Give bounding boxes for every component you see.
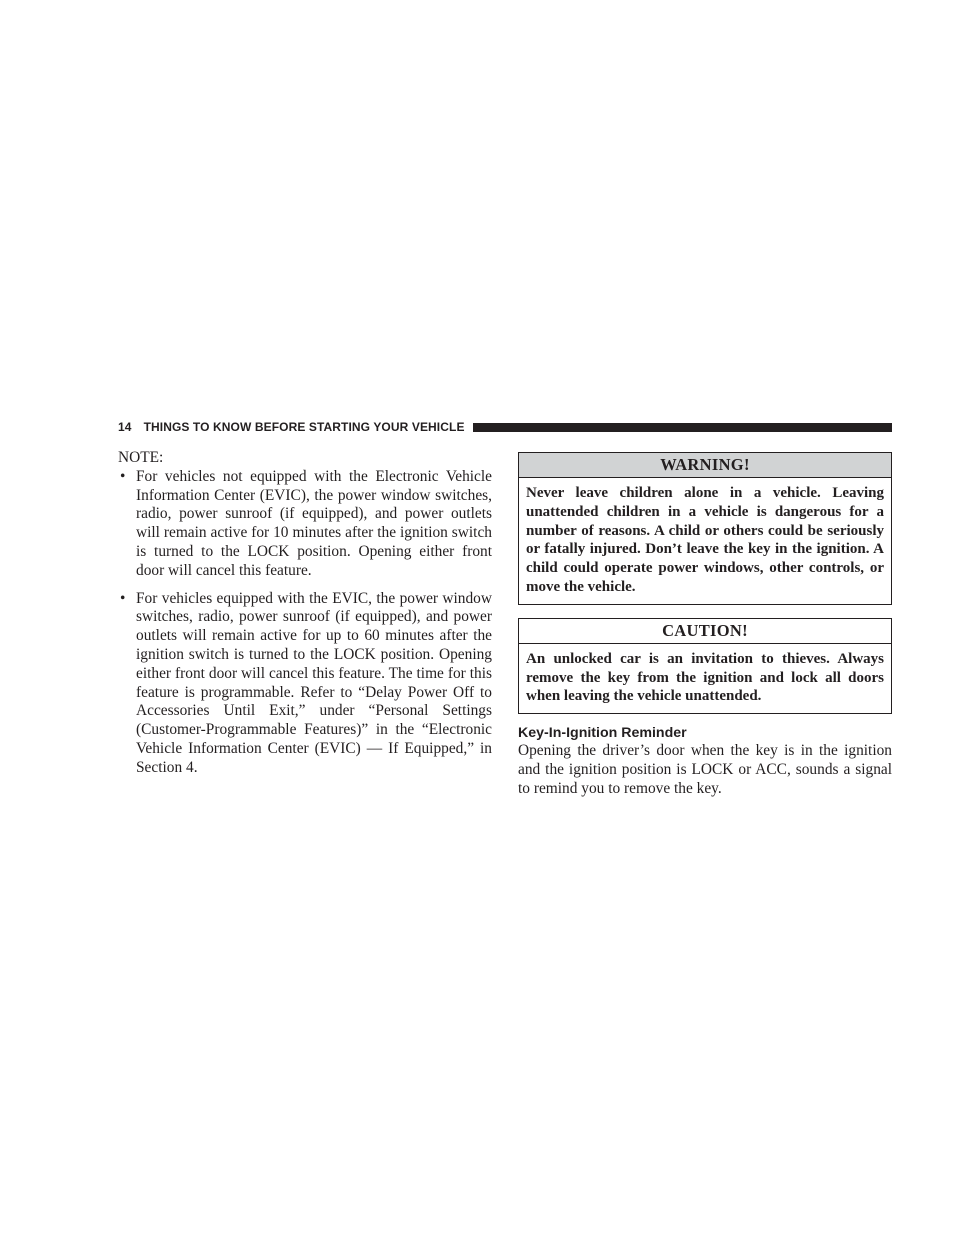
key-reminder-body: Opening the driver’s door when the key is in the ignition and the ignition position is LOCK or ACC, sounds a signal to remind you to remove the key. <box>518 742 892 797</box>
header-rule <box>473 423 892 432</box>
header-text <box>118 419 465 435</box>
note-label: NOTE: <box>118 449 164 466</box>
section-title: THINGS TO KNOW BEFORE STARTING YOUR VEHICLE <box>143 420 465 434</box>
note-bullet-list <box>118 468 492 778</box>
left-column <box>118 449 492 778</box>
list-item <box>118 468 492 581</box>
right-column <box>518 452 892 799</box>
key-reminder-heading: Key-In-Ignition Reminder <box>518 725 687 742</box>
page-header <box>118 419 892 435</box>
warning-body: Never leave children alone in a vehicle. Leaving unattended children in a vehicle is dangerous for a number of reasons. A child or others could be seriously or fatally injured. Don’t leave the key in the ignition. A child could operate power windows, other controls, or move the vehicle. <box>526 485 884 595</box>
bullet-text: For vehicles not equipped with the Electronic Vehicle Information Center (EVIC), the power window switches, radio, power sunroof (if equipped), and power outlets will remain active for 10 minutes after the ignition switch is turned to the LOCK position. Opening either front door will cancel this feature. <box>136 467 492 579</box>
bullet-icon: • <box>120 589 126 607</box>
page-number: 14 <box>118 420 132 434</box>
warning-title: WARNING! <box>519 453 891 478</box>
warning-box <box>518 452 892 605</box>
bullet-text: For vehicles equipped with the EVIC, the power window switches, radio, power sunroof (if equipped), and power outlets will remain active for up to 60 minutes after the ignition switch is turned to the LOCK position. Opening either front door will cancel this feature. The time for this feature is programmable. Refer to “Delay Power Off to Accessories Until Exit,” under “Personal Settings (Customer-Programmable Features)” in the “Electronic Vehicle Information Center (EVIC) — If Equipped,” in Section 4. <box>136 589 492 776</box>
caution-body: An unlocked car is an invitation to thieves. Always remove the key from the ignition and lock all doors when leaving the vehicle unattended. <box>526 650 884 705</box>
bullet-icon: • <box>120 467 126 485</box>
caution-box <box>518 618 892 714</box>
list-item <box>118 590 492 778</box>
caution-title: CAUTION! <box>519 619 891 644</box>
